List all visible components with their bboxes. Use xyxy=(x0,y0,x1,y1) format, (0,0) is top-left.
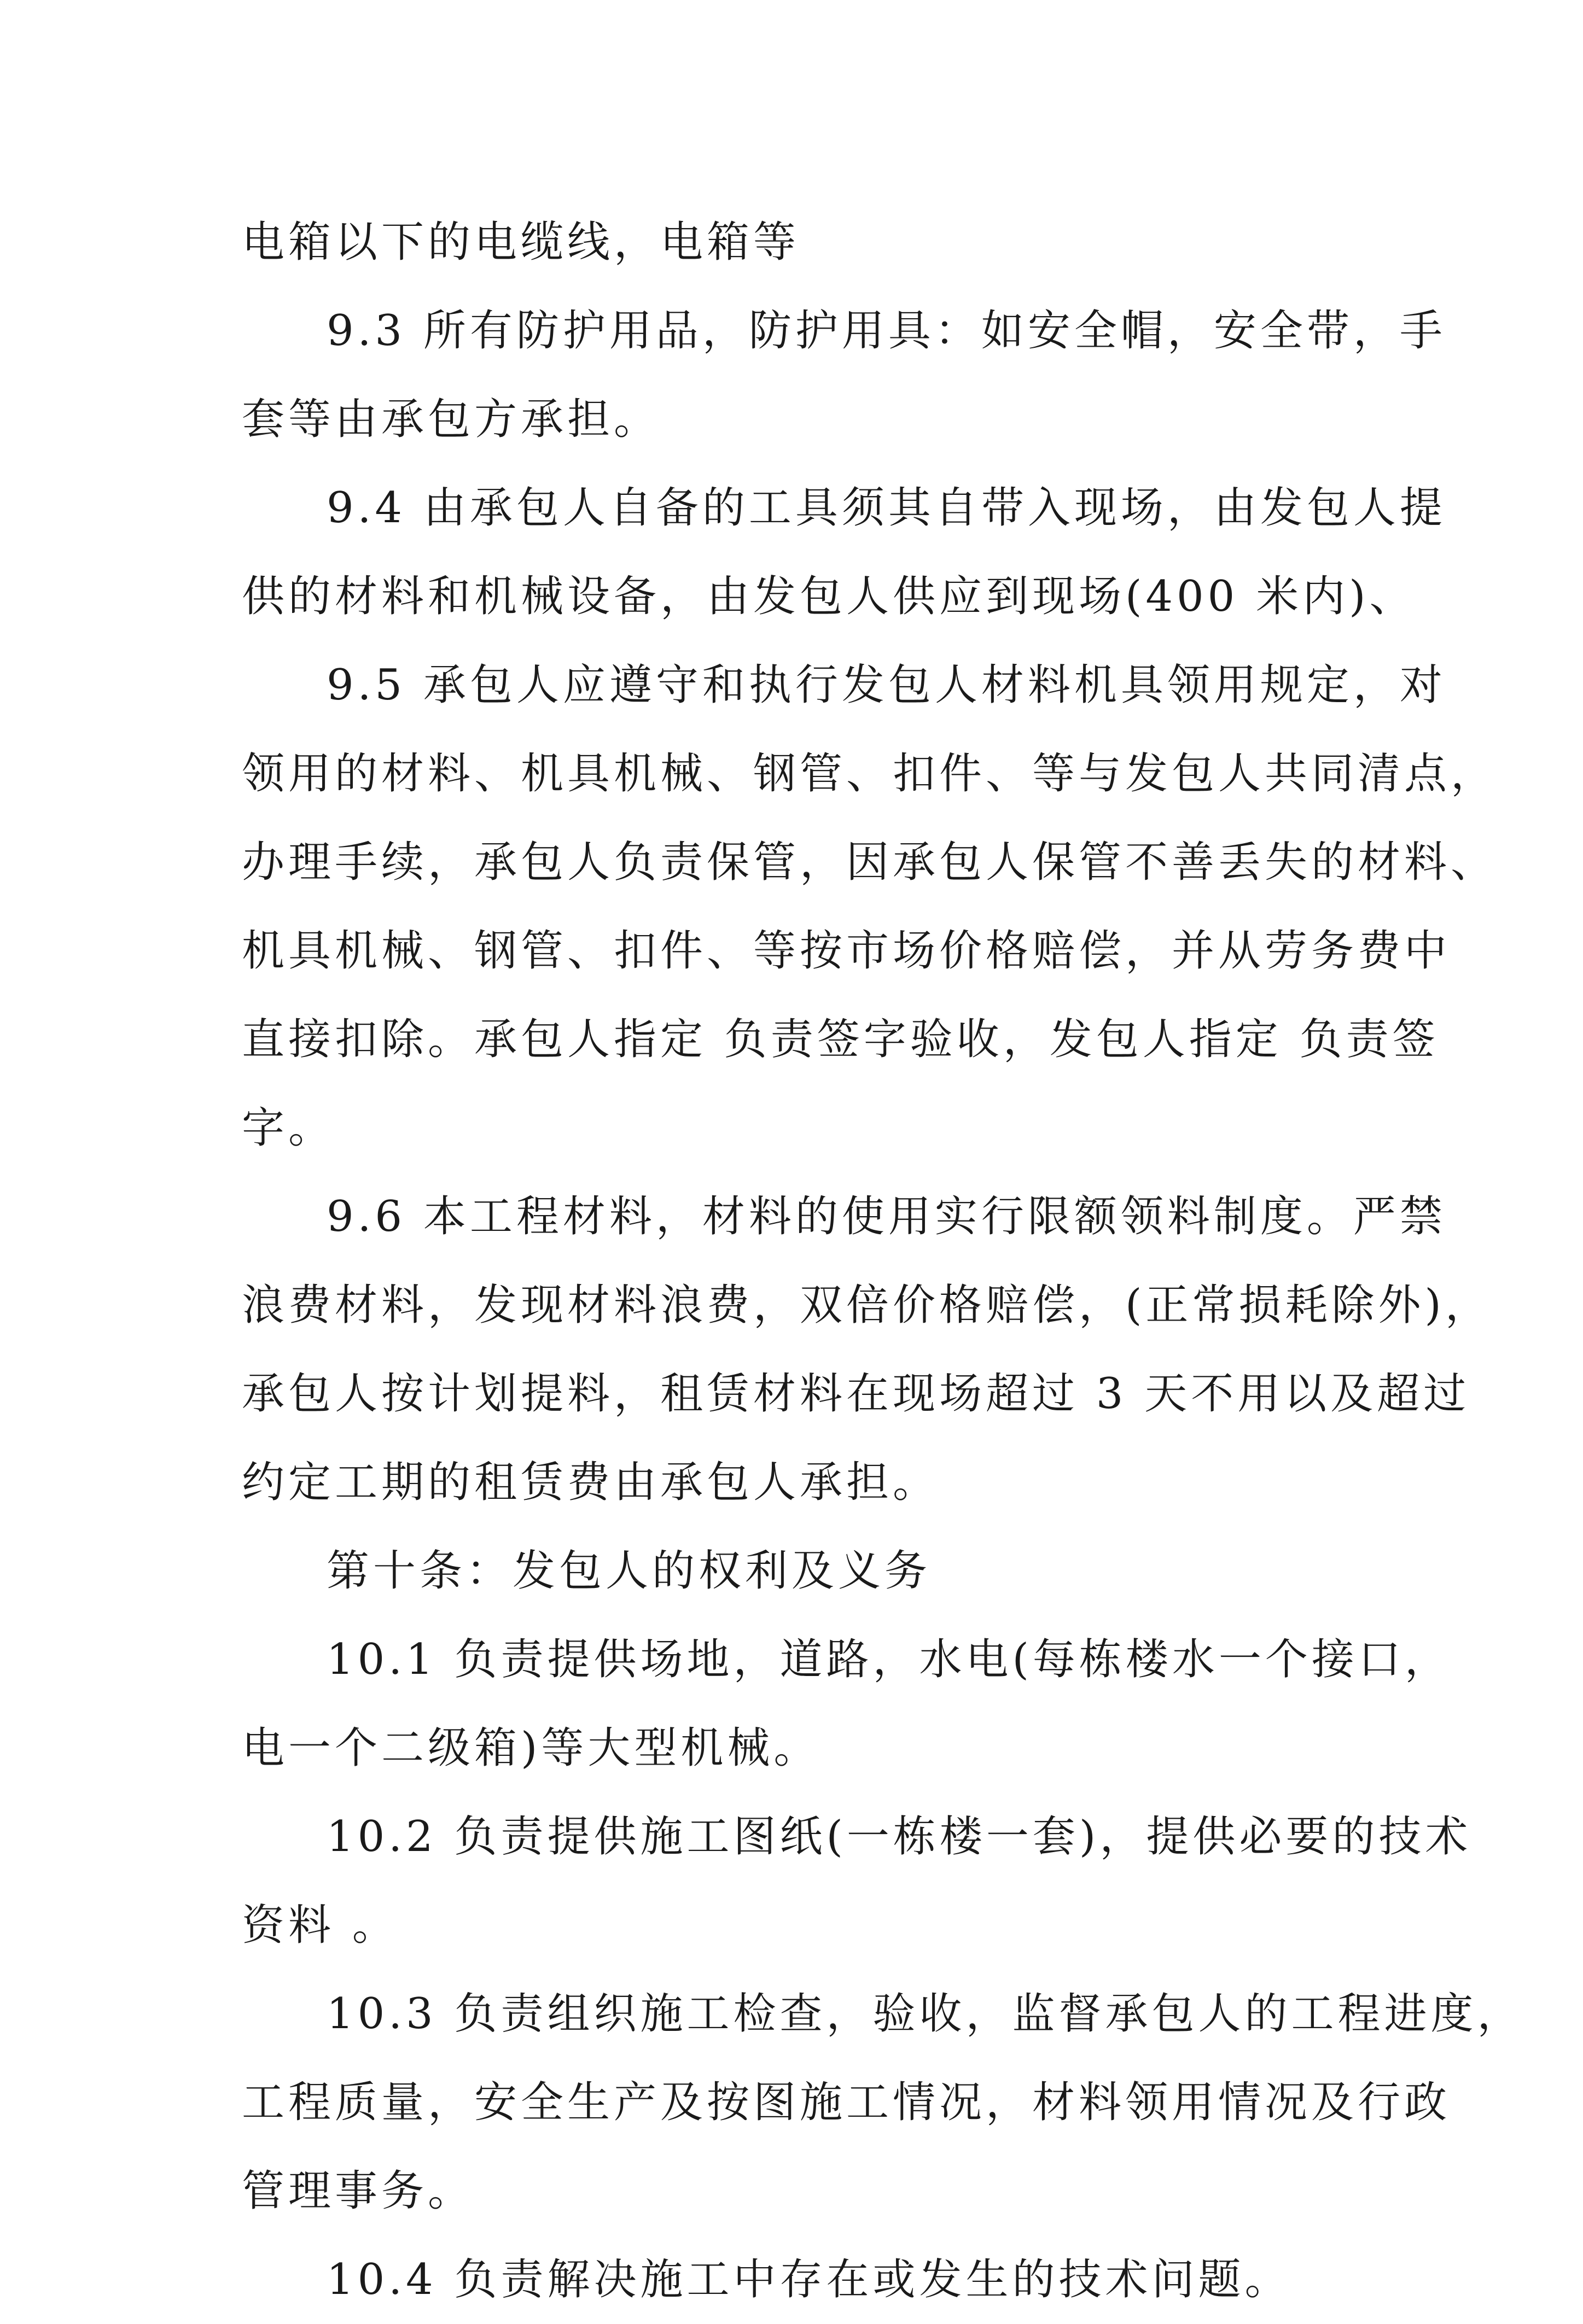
text-line: 约定工期的租赁费由承包人承担。 xyxy=(242,1458,940,1507)
text-line: 浪费材料，发现材料浪费，双倍价格赔偿，(正常损耗除外)， xyxy=(242,1281,1492,1330)
clause-10-1-line: 10.1 负责提供场地，道路，水电(每栋楼水一个接口， xyxy=(327,1635,1451,1684)
article-10-heading: 第十条：发包人的权利及义务 xyxy=(327,1546,932,1596)
document-body xyxy=(242,198,1524,2324)
text-line: 办理手续，承包人负责保管，因承包人保管不善丢失的材料、 xyxy=(242,838,1498,887)
text-line: 工程质量，安全生产及按图施工情况，材料领用情况及行政 xyxy=(242,2078,1451,2127)
text-line: 领用的材料、机具机械、钢管、扣件、等与发包人共同清点， xyxy=(242,749,1498,798)
clause-10-2-line: 10.2 负责提供施工图纸(一栋楼一套)，提供必要的技术 xyxy=(327,1812,1472,1861)
clause-9-4-line: 9.4 由承包人自备的工具须其自带入现场，由发包人提 xyxy=(327,483,1446,533)
text-line: 套等由承包方承担。 xyxy=(242,395,661,444)
text-line: 供的材料和机械设备，由发包人供应到现场(400 米内)、 xyxy=(242,572,1416,621)
clause-9-3-line: 9.3 所有防护用品，防护用具：如安全帽，安全带，手 xyxy=(327,306,1446,355)
clause-9-6-line: 9.6 本工程材料，材料的使用实行限额领料制度。严禁 xyxy=(327,1192,1446,1241)
text-line: 资料 。 xyxy=(242,1901,399,1950)
clause-10-3-line: 10.3 负责组织施工检查，验收，监督承包人的工程进度， xyxy=(327,1989,1524,2039)
text-line: 管理事务。 xyxy=(242,2167,475,2216)
clause-9-5-line: 9.5 承包人应遵守和执行发包人材料机具领用规定，对 xyxy=(327,661,1446,710)
text-line: 承包人按计划提料，租赁材料在现场超过 3 天不用以及超过 xyxy=(242,1369,1470,1418)
text-line: 机具机械、钢管、扣件、等按市场价格赔偿，并从劳务费中 xyxy=(242,926,1451,976)
text-line: 电一个二级箱)等大型机械。 xyxy=(242,1724,820,1773)
text-line: 字。 xyxy=(242,1103,335,1153)
text-line: 直接扣除。承包人指定 负责签字验收，发包人指定 负责签 xyxy=(242,1015,1439,1064)
text-line: 电箱以下的电缆线，电箱等 xyxy=(242,218,800,267)
clause-10-4-line: 10.4 负责解决施工中存在或发生的技术问题。 xyxy=(327,2255,1291,2304)
